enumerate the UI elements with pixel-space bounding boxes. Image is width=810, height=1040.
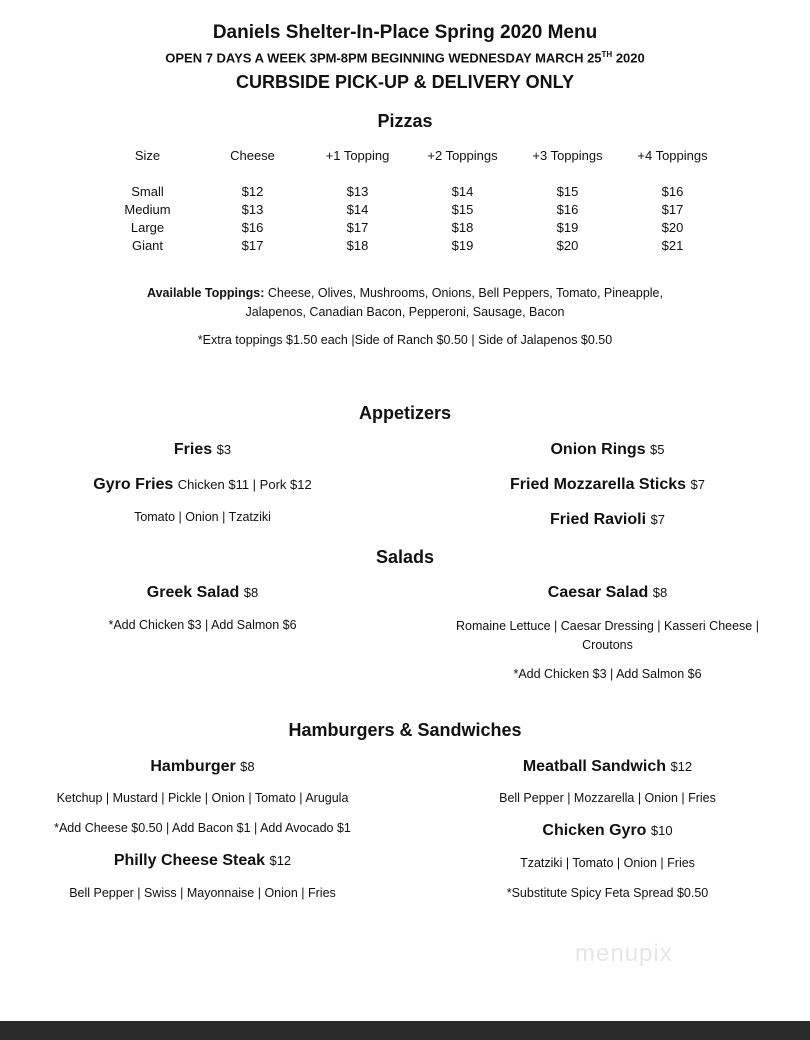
item-description: Bell Pepper | Swiss | Mayonnaise | Onion | Fries xyxy=(69,886,336,900)
menu-item-caesar-salad xyxy=(405,584,810,602)
extra-toppings-note: *Extra toppings $1.50 each |Side of Ranch $0.50 | Side of Jalapenos $0.50 xyxy=(197,333,613,347)
table-row xyxy=(95,200,725,218)
item-description: Bell Pepper | Mozzarella | Onion | Fries xyxy=(499,791,716,805)
sandwiches-heading: Hamburgers & Sandwiches xyxy=(288,720,522,740)
menu-item-greek-salad xyxy=(0,584,405,602)
item-price: $8 xyxy=(240,759,255,774)
cell: Small xyxy=(131,183,164,199)
menu-item-philly-cheese-steak xyxy=(0,852,405,870)
table-row xyxy=(95,236,725,254)
appetizers-heading: Appetizers xyxy=(358,403,452,423)
item-price: $7 xyxy=(690,477,705,492)
cell: $13 xyxy=(346,183,369,199)
item-price: $3 xyxy=(216,442,232,457)
salads-heading: Salads xyxy=(375,547,435,567)
cell: Large xyxy=(130,219,165,235)
available-toppings xyxy=(130,284,680,322)
item-description: Ketchup | Mustard | Pickle | Onion | Tomato | Arugula xyxy=(56,791,349,805)
cell: $13 xyxy=(241,201,264,217)
item-description: Tomato | Onion | Tzatziki xyxy=(134,510,271,524)
hours-text: OPEN 7 DAYS A WEEK 3PM-8PM BEGINNING WEDNESDAY MARCH 25 xyxy=(165,50,602,66)
item-name: Philly Cheese Steak xyxy=(113,852,266,869)
pizza-header-row xyxy=(95,148,725,182)
col-header: +3 Toppings xyxy=(532,148,603,163)
cell: $17 xyxy=(661,201,684,217)
watermark-logo: menupix xyxy=(575,940,673,967)
pizzas-heading: Pizzas xyxy=(377,111,433,131)
cell: $20 xyxy=(556,237,579,253)
col-header: +1 Topping xyxy=(325,148,390,163)
cell: $15 xyxy=(451,201,474,217)
table-row xyxy=(95,218,725,236)
item-price: Chicken $11 | Pork $12 xyxy=(177,477,312,492)
item-name: Meatball Sandwich xyxy=(522,758,666,775)
item-price: $8 xyxy=(652,585,668,600)
menu-item-hamburger xyxy=(0,758,405,776)
col-header: Cheese xyxy=(230,148,275,163)
item-description: Tzatziki | Tomato | Onion | Fries xyxy=(520,856,695,870)
cell: $20 xyxy=(661,219,684,235)
item-price: $12 xyxy=(269,853,292,868)
cell: $17 xyxy=(346,219,369,235)
col-header: +2 Toppings xyxy=(427,148,498,163)
menu-item-gyro-fries xyxy=(0,476,405,494)
menu-item-onion-rings xyxy=(405,441,810,459)
item-addons: *Add Cheese $0.50 | Add Bacon $1 | Add Avocado $1 xyxy=(54,821,351,835)
cell: $14 xyxy=(346,201,369,217)
col-header: Size xyxy=(134,148,161,163)
hours-ordinal: TH xyxy=(601,50,613,59)
table-row xyxy=(95,182,725,200)
item-addons: *Substitute Spicy Feta Spread $0.50 xyxy=(506,886,709,900)
cell: $14 xyxy=(451,183,474,199)
cell: $18 xyxy=(451,219,474,235)
pizza-price-table xyxy=(95,148,725,254)
menu-title: Daniels Shelter-In-Place Spring 2020 Menu xyxy=(212,22,598,43)
cell: $15 xyxy=(556,183,579,199)
item-name: Chicken Gyro xyxy=(542,822,647,839)
cell: $16 xyxy=(661,183,684,199)
cell: $18 xyxy=(346,237,369,253)
menu-item-meatball-sandwich xyxy=(405,758,810,776)
item-name: Gyro Fries xyxy=(93,476,174,493)
item-name: Fried Ravioli xyxy=(550,511,647,528)
cell: $16 xyxy=(241,219,264,235)
cell: Medium xyxy=(124,201,171,217)
item-name: Fries xyxy=(173,441,213,458)
item-description: Romaine Lettuce | Caesar Dressing | Kasseri Cheese | Croutons xyxy=(456,619,759,652)
menu-item-fries xyxy=(0,441,405,459)
item-name: Greek Salad xyxy=(146,584,240,601)
toppings-label: Available Toppings: xyxy=(147,286,265,300)
item-addons: *Add Chicken $3 | Add Salmon $6 xyxy=(108,618,297,632)
item-price: $7 xyxy=(650,512,665,527)
cell: $12 xyxy=(241,183,264,199)
col-header: +4 Toppings xyxy=(637,148,708,163)
cell: $17 xyxy=(241,237,264,253)
item-name: Fried Mozzarella Sticks xyxy=(510,476,687,493)
toppings-list: Cheese, Olives, Mushrooms, Onions, Bell Peppers, Tomato, Pineapple, Jalapenos, Canadian Bacon, Pepperoni, Sausage, Bacon xyxy=(245,286,663,319)
cell: Giant xyxy=(131,237,164,253)
cell: $19 xyxy=(556,219,579,235)
hours-line xyxy=(0,50,810,65)
cell: $21 xyxy=(661,237,684,253)
item-price: $5 xyxy=(650,442,665,457)
item-name: Caesar Salad xyxy=(547,584,649,601)
item-price: $10 xyxy=(650,823,673,838)
menu-item-mozzarella-sticks xyxy=(405,476,810,494)
cell: $16 xyxy=(556,201,579,217)
item-addons: *Add Chicken $3 | Add Salmon $6 xyxy=(513,667,702,681)
item-price: $12 xyxy=(670,759,693,774)
footer-bar xyxy=(0,1021,810,1040)
menu-item-chicken-gyro xyxy=(405,822,810,840)
item-name: Hamburger xyxy=(150,758,236,775)
hours-year: 2020 xyxy=(612,50,645,66)
service-line: CURBSIDE PICK-UP & DELIVERY ONLY xyxy=(235,72,575,92)
cell: $19 xyxy=(451,237,474,253)
item-name: Onion Rings xyxy=(550,441,646,458)
item-price: $8 xyxy=(243,585,259,600)
menu-item-fried-ravioli xyxy=(405,511,810,529)
